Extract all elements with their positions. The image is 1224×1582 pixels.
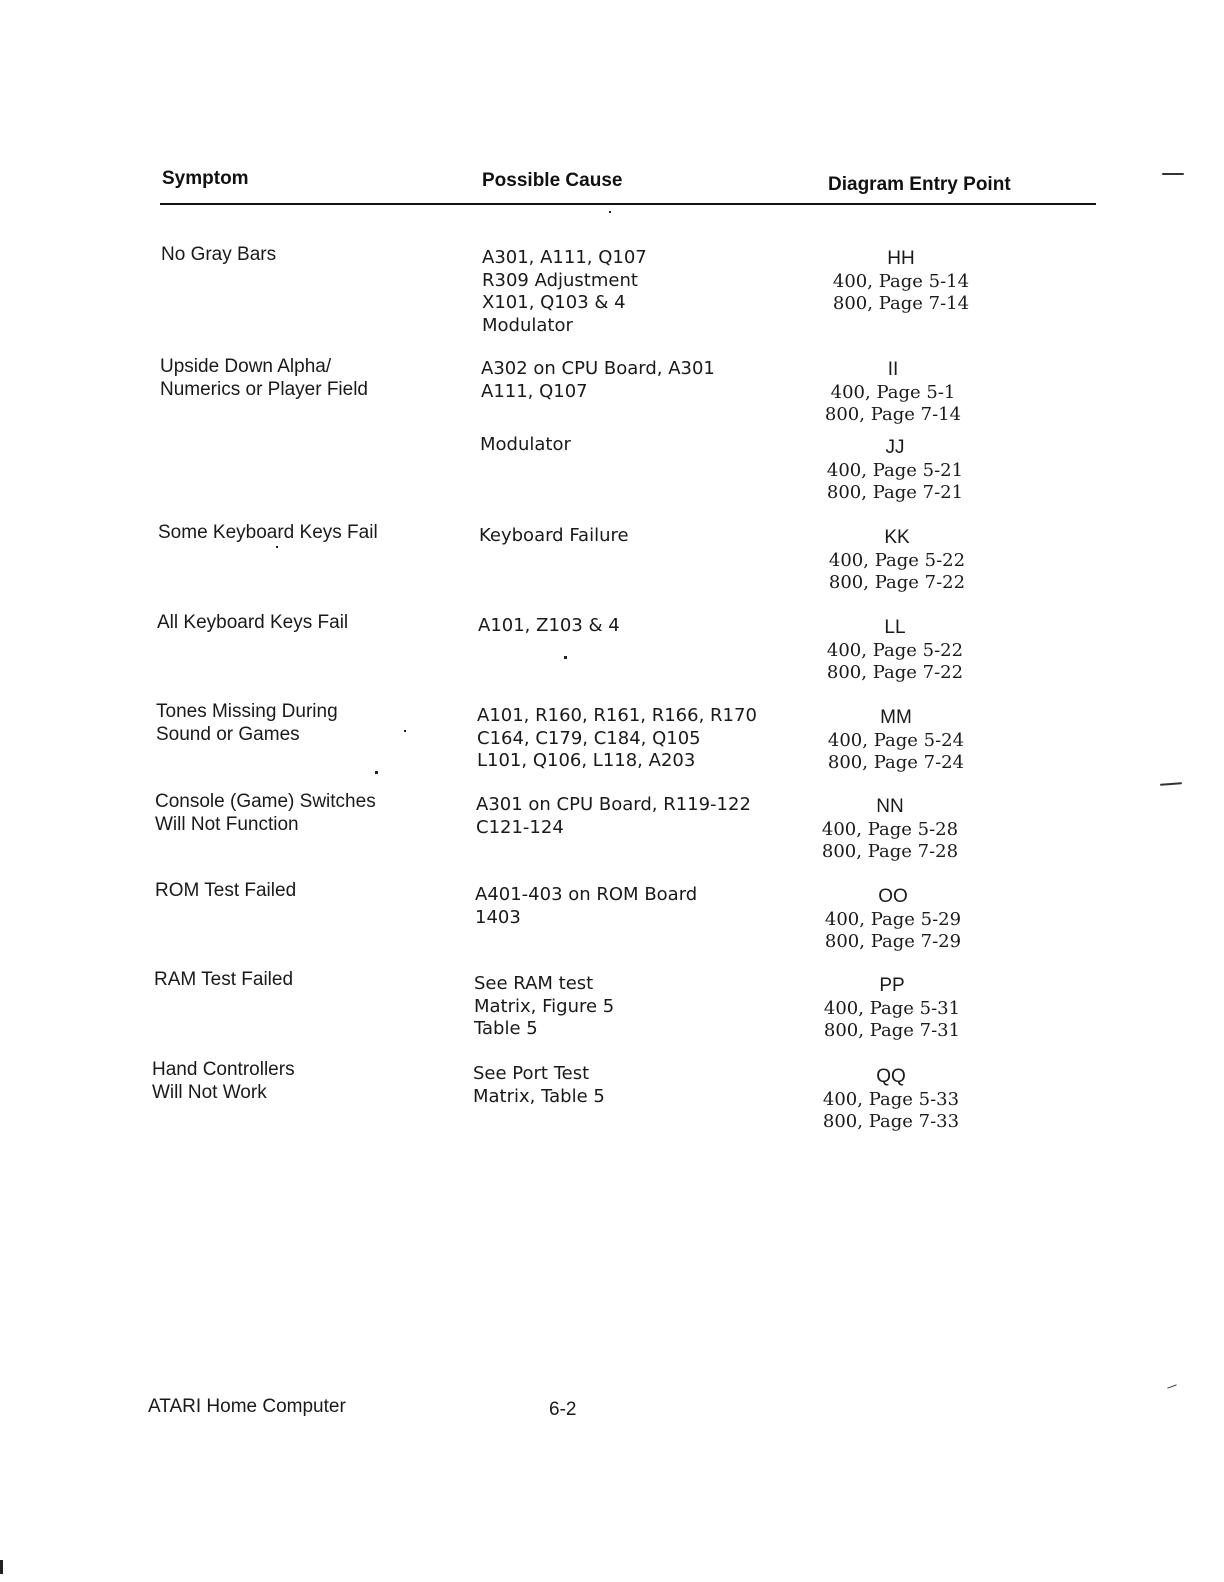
diagram-page-ref: 400, Page 5-21 <box>826 459 964 481</box>
row-all-keyboard-keys-cause <box>478 615 620 638</box>
symptom-line: RAM Test Failed <box>154 969 294 990</box>
cause-line: Matrix, Table 5 <box>473 1085 605 1107</box>
diagram-code: JJ <box>885 437 905 458</box>
diagram-page-ref: 400, Page 5-22 <box>828 549 966 571</box>
edge-mark <box>1160 782 1182 786</box>
symptom-line: Console (Game) Switches <box>155 791 376 812</box>
row-rom-test-diagram <box>813 886 973 954</box>
cause-line: R309 Adjustment <box>482 269 638 291</box>
row-upside-down-cause <box>481 358 715 403</box>
diagram-code: QQ <box>876 1066 906 1087</box>
diagram-page-ref: 800, Page 7-29 <box>824 931 962 952</box>
header-symptom: Symptom <box>162 168 249 189</box>
symptom-line: Will Not Function <box>155 813 299 835</box>
cause-line: A101, R160, R161, R166, R170 <box>477 705 757 726</box>
scan-speck <box>404 730 406 732</box>
symptom-line: No Gray Bars <box>161 244 277 265</box>
cause-line: C121-124 <box>476 816 564 838</box>
row-console-switches-diagram <box>810 796 970 864</box>
symptom-line: All Keyboard Keys Fail <box>157 612 349 633</box>
scan-speck <box>276 546 278 548</box>
row-tones-missing-diagram <box>816 707 976 775</box>
symptom-line: Will Not Work <box>152 1081 267 1103</box>
row-all-keyboard-keys-diagram <box>815 617 975 685</box>
cause-line: A111, Q107 <box>481 380 588 402</box>
cause-line: X101, Q103 & 4 <box>482 292 626 313</box>
row-ram-test-cause <box>474 973 614 1041</box>
cause-line: Keyboard Failure <box>479 525 629 546</box>
diagram-code: OO <box>878 886 908 907</box>
diagram-page-ref: 800, Page 7-21 <box>826 482 964 503</box>
cause-line: Table 5 <box>474 1018 538 1039</box>
cause-line: Modulator <box>480 434 571 455</box>
diagram-code: HH <box>887 248 915 269</box>
diagram-page-ref: 400, Page 5-33 <box>822 1088 960 1110</box>
cause-line: A302 on CPU Board, A301 <box>481 358 715 379</box>
scan-speck <box>375 771 378 774</box>
header-diagram-entry-point: Diagram Entry Point <box>828 174 1011 195</box>
row-hand-controllers-diagram <box>811 1066 971 1134</box>
symptom-line: Upside Down Alpha/ <box>160 356 332 377</box>
diagram-page-ref: 800, Page 7-22 <box>826 662 964 683</box>
row-rom-test-cause <box>475 884 697 929</box>
cause-line: See Port Test <box>473 1063 590 1084</box>
scan-speck <box>609 211 611 213</box>
diagram-page-ref: 800, Page 7-24 <box>827 752 965 773</box>
symptom-line: Hand Controllers <box>152 1059 295 1080</box>
cause-line: A401-403 on ROM Board <box>475 884 698 905</box>
row-some-keyboard-keys-diagram <box>817 527 977 595</box>
diagram-code: II <box>887 359 899 380</box>
cause-line: See RAM test <box>474 973 594 994</box>
diagram-page-ref: 400, Page 5-14 <box>832 270 970 292</box>
cause-line: A101, Z103 & 4 <box>478 615 620 636</box>
page-number: 6-2 <box>549 1399 577 1420</box>
edge-mark <box>1167 1384 1177 1388</box>
cause-line: A301 on CPU Board, R119-122 <box>476 794 751 815</box>
diagram-page-ref: 400, Page 5-29 <box>824 908 962 930</box>
row-hand-controllers-symptom <box>152 1059 295 1104</box>
scan-speck <box>564 656 567 659</box>
row-no-gray-bars-diagram <box>821 248 981 316</box>
header-possible-cause: Possible Cause <box>482 170 623 191</box>
table-header <box>160 168 1096 198</box>
row-tones-missing-cause <box>477 705 757 773</box>
row-upside-down-diagram-secondary <box>815 437 975 505</box>
row-ram-test-diagram <box>812 975 972 1043</box>
row-no-gray-bars-cause <box>482 247 647 337</box>
cause-line: A301, A111, Q107 <box>482 247 647 268</box>
symptom-line: Numerics or Player Field <box>160 378 368 400</box>
cause-line: Matrix, Figure 5 <box>474 995 615 1017</box>
diagram-page-ref: 400, Page 5-31 <box>823 997 961 1019</box>
diagram-code: KK <box>884 527 910 548</box>
diagram-page-ref: 400, Page 5-24 <box>827 729 965 751</box>
cause-line: L101, Q106, L118, A203 <box>477 750 696 771</box>
symptom-line: Some Keyboard Keys Fail <box>158 522 378 543</box>
diagram-page-ref: 800, Page 7-31 <box>823 1020 961 1041</box>
cause-line: C164, C179, C184, Q105 <box>477 727 701 749</box>
diagram-code: NN <box>876 796 904 817</box>
row-upside-down-symptom <box>160 356 368 401</box>
diagram-page-ref: 800, Page 7-22 <box>828 572 966 593</box>
row-upside-down-diagram <box>813 359 973 427</box>
diagram-page-ref: 400, Page 5-1 <box>830 381 956 403</box>
cause-line: Modulator <box>482 314 573 336</box>
diagram-code: LL <box>884 617 906 638</box>
symptom-line: Tones Missing During <box>156 701 338 722</box>
symptom-line: ROM Test Failed <box>155 880 297 901</box>
diagram-page-ref: 800, Page 7-14 <box>824 404 962 425</box>
row-console-switches-symptom <box>155 791 376 836</box>
edge-mark <box>1162 173 1184 175</box>
diagram-page-ref: 800, Page 7-33 <box>822 1111 960 1132</box>
footer-title: ATARI Home Computer <box>148 1396 346 1417</box>
diagram-page-ref: 800, Page 7-28 <box>821 841 959 862</box>
row-upside-down-cause-secondary <box>480 434 571 457</box>
diagram-code: PP <box>879 975 905 996</box>
row-all-keyboard-keys-symptom <box>157 612 348 635</box>
diagram-code: MM <box>880 707 912 728</box>
row-some-keyboard-keys-cause <box>479 525 629 548</box>
diagram-page-ref: 400, Page 5-28 <box>821 818 959 840</box>
row-console-switches-cause <box>476 794 751 839</box>
diagram-page-ref: 800, Page 7-14 <box>832 293 970 314</box>
diagram-page-ref: 400, Page 5-22 <box>826 639 964 661</box>
header-divider <box>160 203 1096 205</box>
row-no-gray-bars-symptom <box>161 244 276 267</box>
scan-speck <box>0 1560 3 1574</box>
symptom-line: Sound or Games <box>156 723 300 745</box>
cause-line: 1403 <box>475 906 521 928</box>
row-tones-missing-symptom <box>156 701 338 746</box>
row-some-keyboard-keys-symptom <box>158 522 378 545</box>
row-hand-controllers-cause <box>473 1063 605 1108</box>
row-rom-test-symptom <box>155 880 296 903</box>
row-ram-test-symptom <box>154 969 293 992</box>
